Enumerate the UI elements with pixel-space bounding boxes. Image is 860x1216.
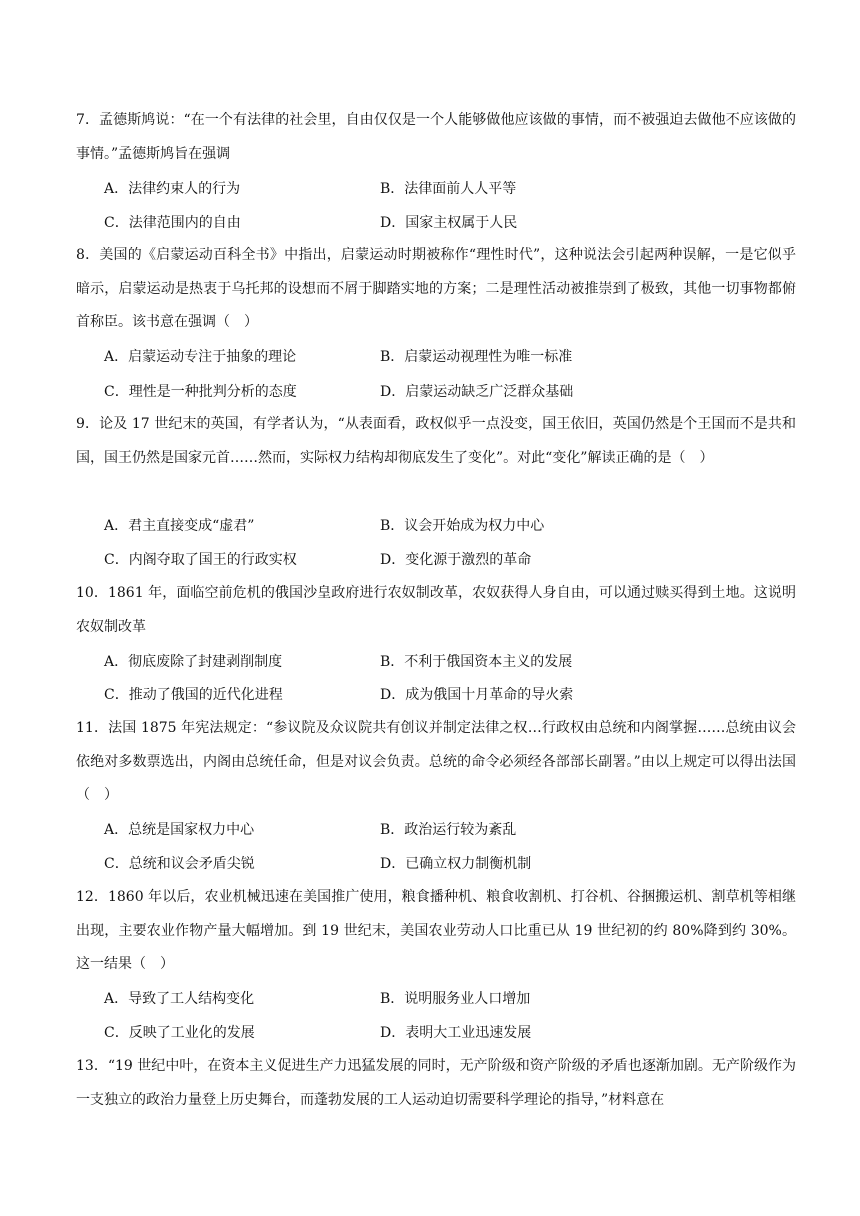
question-12-option-b: B．说明服务业人口增加	[380, 991, 531, 1007]
question-12-option-d: D．表明大工业迅速发展	[380, 1025, 532, 1041]
question-10-options-row-2	[104, 678, 784, 712]
question-12-option-a: A．导致了工人结构变化	[104, 991, 255, 1007]
question-9-option-d: D．变化源于激烈的革命	[380, 552, 532, 568]
question-9-options-row-2	[104, 543, 784, 577]
question-10-option-c: C．推动了俄国的近代化进程	[104, 687, 283, 703]
question-9-option-c: C．内阁夺取了国王的行政实权	[104, 552, 297, 568]
question-10-options-row-1	[104, 645, 784, 679]
question-7-option-c: C．法律范围内的自由	[104, 215, 241, 231]
question-11-option-a: A．总统是国家权力中心	[104, 822, 255, 838]
question-8-option-d: D．启蒙运动缺乏广泛群众基础	[380, 384, 574, 400]
question-7-option-d: D．国家主权属于人民	[380, 215, 518, 231]
question-8-option-c: C．理性是一种批判分析的态度	[104, 384, 297, 400]
question-11-options-row-1	[104, 813, 784, 847]
question-10-option-b: B．不利于俄国资本主义的发展	[380, 654, 573, 670]
question-8-option-b: B．启蒙运动视理性为唯一标准	[380, 349, 573, 365]
question-12-options-row-2	[104, 1016, 784, 1050]
question-10-option-d: D．成为俄国十月革命的导火索	[380, 687, 574, 703]
question-10-option-a: A．彻底废除了封建剥削制度	[104, 654, 283, 670]
question-13-stem: 13．“19 世纪中叶，在资本主义促进生产力迅猛发展的同时，无产阶级和资产阶级的矛盾也逐渐加剧。无产阶级作为一支独立的政治力量登上历史舞台，而蓬勃发展的工人运动迫切需要科学理论的指导，”材料意在	[76, 1058, 796, 1108]
question-12-options-row-1	[104, 982, 784, 1016]
question-12-stem: 12．1860 年以后，农业机械迅速在美国推广使用，粮食播种机、粮食收割机、打谷机、谷捆搬运机、割草机等相继出现，主要农业作物产量大幅增加。到 19 世纪末，美国农业劳动人口比重已从 19 世纪初的约 80%降到约 30%。这一结果（ ）	[76, 889, 796, 972]
question-8-stem: 8．美国的《启蒙运动百科全书》中指出，启蒙运动时期被称作“理性时代”，这种说法会引起两种误解，一是它似乎暗示，启蒙运动是热衷于乌托邦的设想而不屑于脚踏实地的方案；二是理性活动被推崇到了极致，其他一切事物都俯首称臣。该书意在强调（ ）	[76, 247, 796, 330]
question-11-option-d: D．已确立权力制衡机制	[380, 856, 532, 872]
question-9-stem: 9．论及 17 世纪末的英国，有学者认为，“从表面看，政权似乎一点没变，国王依旧，英国仍然是个王国而不是共和国，国王仍然是国家元首……然而，实际权力结构却彻底发生了变化”。对此“变化”解读正确的是（ ）	[76, 416, 796, 466]
question-7-options-row-1	[104, 172, 784, 206]
question-7-option-b: B．法律面前人人平等	[380, 181, 517, 197]
question-7-option-a: A．法律约束人的行为	[104, 181, 241, 197]
question-9-options-row-1	[104, 509, 784, 543]
question-7-stem: 7．孟德斯鸠说：“在一个有法律的社会里，自由仅仅是一个人能够做他应该做的事情，而不被强迫去做他不应该做的事情。”孟德斯鸠旨在强调	[76, 112, 796, 162]
question-7-options-row-2	[104, 206, 784, 240]
question-9-option-b: B．议会开始成为权力中心	[380, 518, 545, 534]
question-9-option-a: A．君主直接变成“虚君”	[104, 518, 255, 534]
question-8-option-a: A．启蒙运动专注于抽象的理论	[104, 349, 297, 365]
question-10-stem: 10．1861 年，面临空前危机的俄国沙皇政府进行农奴制改革，农奴获得人身自由，可以通过赎买得到土地。这说明农奴制改革	[76, 585, 796, 635]
question-11-options-row-2	[104, 847, 784, 881]
question-11-option-b: B．政治运行较为紊乱	[380, 822, 517, 838]
question-8-options-row-1	[104, 340, 784, 374]
question-12-option-c: C．反映了工业化的发展	[104, 1025, 255, 1041]
question-11-option-c: C．总统和议会矛盾尖锐	[104, 856, 255, 872]
question-11-stem: 11．法国 1875 年宪法规定：“参议院及众议院共有创议并制定法律之权…行政权由总统和内阁掌握……总统由议会依绝对多数票选出，内阁由总统任命，但是对议会负责。总统的命令必须经各部部长副署。”由以上规定可以得出法国（ ）	[76, 720, 796, 803]
question-8-options-row-2	[104, 375, 784, 409]
